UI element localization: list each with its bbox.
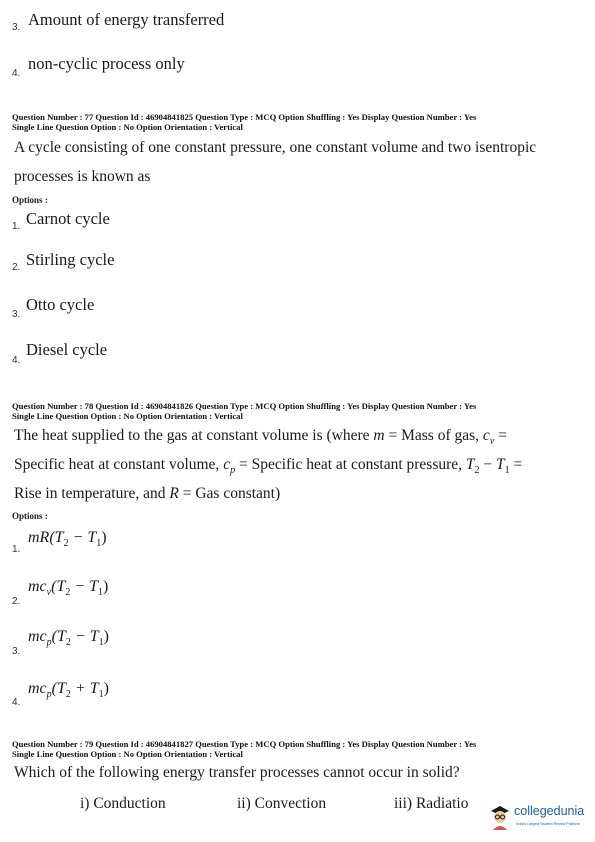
option-number: 3. bbox=[12, 309, 21, 320]
question-text: Specific heat at constant volume, $c_p$ = Specific heat at constant pressure, $T_2 - T_1$ = bbox=[14, 456, 523, 477]
list-item: ii) Convection bbox=[237, 795, 327, 812]
question-meta-line: Single Line Question Option : No Option Orientation : Vertical bbox=[12, 121, 243, 132]
option-text: Otto cycle bbox=[26, 295, 95, 314]
option-text: Carnot cycle bbox=[26, 209, 110, 228]
question-text: processes is known as bbox=[14, 168, 151, 185]
question-meta-line: Single Line Question Option : No Option Orientation : Vertical bbox=[12, 410, 243, 421]
option-formula: $mc_p(T_2 + T_1)$ bbox=[28, 680, 109, 701]
option-text: Diesel cycle bbox=[26, 340, 108, 359]
logo-tagline: India's Largest Student Review Platform bbox=[516, 822, 580, 826]
options-label: Options : bbox=[12, 511, 48, 521]
question-meta-line: Question Number : 78 Question Id : 46904841826 Question Type : MCQ Option Shuffling : Yes Display Question Number : Yes bbox=[12, 401, 477, 411]
option-number: 3. bbox=[12, 646, 21, 657]
option-number: 2. bbox=[12, 262, 21, 273]
option-number: 3. bbox=[12, 22, 21, 33]
logo-text: collegedunia bbox=[514, 804, 585, 818]
option-text: Stirling cycle bbox=[26, 250, 115, 269]
question-meta bbox=[12, 740, 587, 759]
option-number: 4. bbox=[12, 697, 21, 708]
option-formula: $mc_p(T_2 - T_1)$ bbox=[28, 628, 109, 649]
option-number: 4. bbox=[12, 68, 21, 79]
question-text: A cycle consisting of one constant pressure, one constant volume and two isentropic bbox=[14, 139, 537, 156]
mascot-icon bbox=[488, 802, 512, 830]
option-formula: $mR(T_2 - T_1)$ bbox=[28, 529, 107, 550]
option-number: 1. bbox=[12, 544, 21, 555]
option-text: non-cyclic process only bbox=[28, 54, 185, 73]
question-meta-line: Single Line Question Option : No Option Orientation : Vertical bbox=[12, 748, 243, 759]
question-meta-line: Question Number : 77 Question Id : 46904841825 Question Type : MCQ Option Shuffling : Yes Display Question Number : Yes bbox=[12, 112, 477, 122]
options-label: Options : bbox=[12, 195, 48, 205]
option-number: 4. bbox=[12, 355, 21, 366]
option-number: 2. bbox=[12, 596, 21, 607]
question-meta-line: Question Number : 79 Question Id : 46904841827 Question Type : MCQ Option Shuffling : Yes Display Question Number : Yes bbox=[12, 739, 477, 749]
question-meta bbox=[12, 402, 587, 421]
question-text: The heat supplied to the gas at constant volume is (where m = Mass of gas, $c_v$ = bbox=[14, 427, 507, 448]
list-item: i) Conduction bbox=[80, 795, 166, 812]
question-text: Rise in temperature, and R = Gas constant) bbox=[14, 485, 281, 502]
list-item: iii) Radiatio bbox=[394, 795, 469, 812]
question-meta bbox=[12, 113, 587, 132]
option-number: 1. bbox=[12, 221, 21, 232]
collegedunia-logo bbox=[488, 796, 592, 836]
option-formula: $mc_v(T_2 - T_1)$ bbox=[28, 578, 109, 599]
option-text: Amount of energy transferred bbox=[28, 10, 225, 29]
question-text: Which of the following energy transfer processes cannot occur in solid? bbox=[14, 764, 460, 781]
